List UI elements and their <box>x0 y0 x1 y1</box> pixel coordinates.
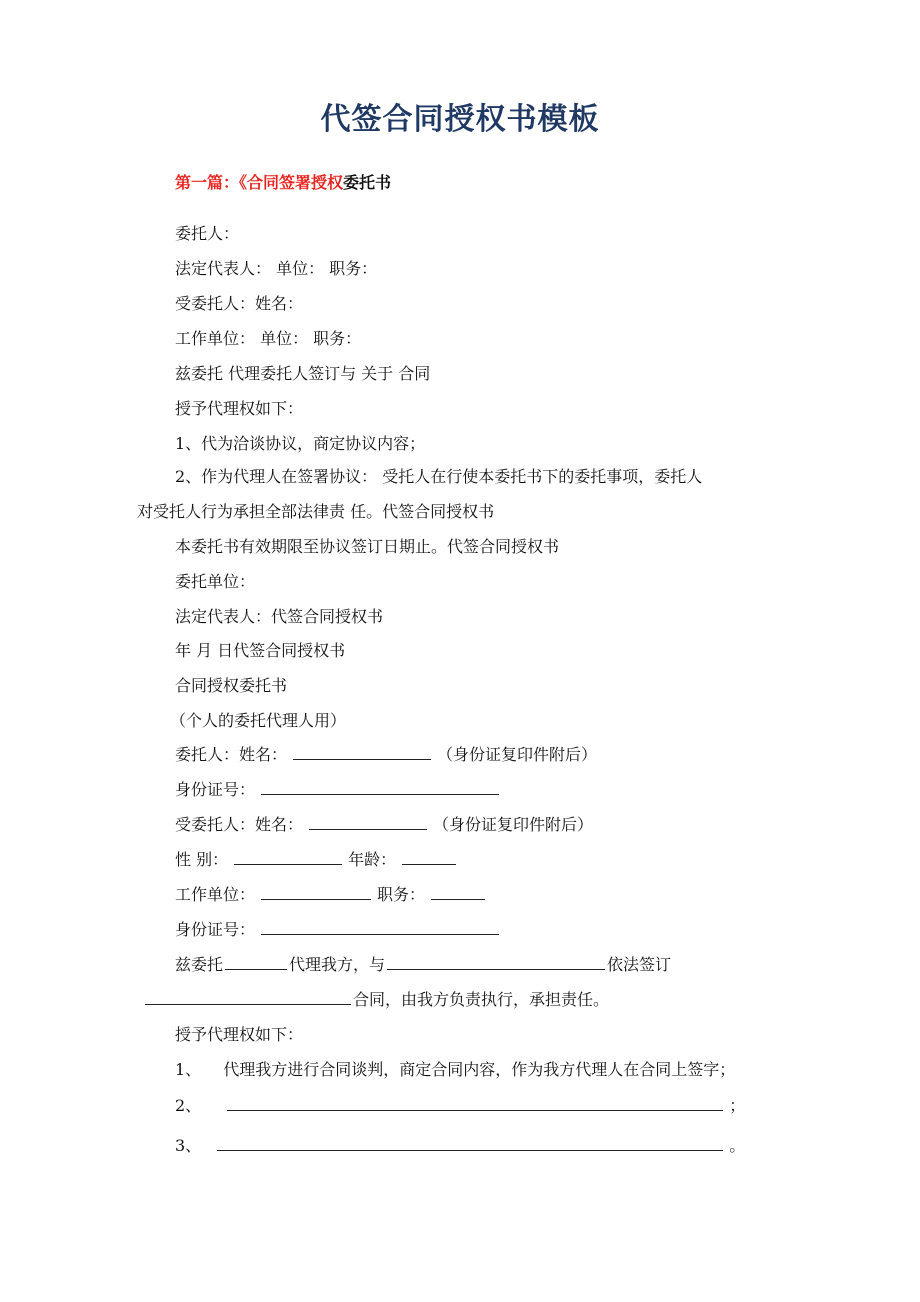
para-line: 委托单位： <box>175 572 256 591</box>
job-label: 职务： <box>377 885 426 904</box>
entrustor-name-blank[interactable] <box>293 745 431 760</box>
form-row-commission <box>175 955 671 975</box>
agent-name-label: 受委托人：姓名： <box>175 815 304 834</box>
para-line: 2、作为代理人在签署协议： 受托人在行使本委托书下的委托事项，委托人 <box>175 467 703 486</box>
document-title: 代签合同授权书模板 <box>320 102 600 137</box>
agent-name-blank[interactable] <box>309 815 427 830</box>
contract-text: 合同，由我方负责执行，承担责任。 <box>353 990 610 1009</box>
entrustor-name-label: 委托人：姓名： <box>175 745 288 764</box>
list-item-3 <box>175 1136 745 1156</box>
para-line: 委托人： <box>175 224 240 243</box>
commission-end: 依法签订 <box>607 955 672 974</box>
form-row-agent <box>175 815 593 835</box>
contract-name-blank[interactable] <box>145 990 351 1005</box>
section-prefix: 第一篇： <box>175 173 240 192</box>
entrustor-id-blank[interactable] <box>261 780 499 795</box>
sex-label: 性 别： <box>175 850 229 869</box>
commission-party-blank[interactable] <box>387 955 605 970</box>
section-title-black: 委托书 <box>343 173 392 192</box>
para-line: 法定代表人： 单位： 职务： <box>175 259 378 278</box>
para-line: 合同授权委托书 <box>175 676 288 695</box>
job-blank[interactable] <box>431 885 485 900</box>
form-row-agent-id <box>175 920 505 940</box>
form-row-sex-age <box>175 850 462 870</box>
unit-blank[interactable] <box>261 885 371 900</box>
form-row-unit-job <box>175 885 491 905</box>
grant-heading: 授予代理权如下： <box>175 1025 304 1044</box>
para-line: 年 月 日代签合同授权书 <box>175 641 346 660</box>
section-title-red: 《合同签署授权 <box>239 173 344 192</box>
item3-end: 。 <box>729 1136 746 1155</box>
commission-label: 兹委托 <box>175 955 224 974</box>
list-item-2 <box>175 1096 745 1116</box>
entrustor-id-note: （身份证复印件附后） <box>437 745 598 764</box>
form-row-entrustor <box>175 745 597 765</box>
para-line: 授予代理权如下： <box>175 399 304 418</box>
list-item-1 <box>175 1060 735 1080</box>
para-line: 兹委托 代理委托人签订与 关于 合同 <box>175 364 431 383</box>
para-line: （个人的委托代理人用） <box>170 711 347 730</box>
item1-number: 1、 <box>175 1060 202 1079</box>
agent-id-label: 身份证号： <box>175 920 256 939</box>
para-line: 法定代表人：代签合同授权书 <box>175 607 384 626</box>
age-blank[interactable] <box>402 850 456 865</box>
entrustor-id-label: 身份证号： <box>175 780 256 799</box>
para-line: 受委托人：姓名： <box>175 294 304 313</box>
item2-end: ； <box>729 1096 746 1115</box>
agent-id-note: （身份证复印件附后） <box>433 815 594 834</box>
sex-blank[interactable] <box>234 850 342 865</box>
section-heading <box>175 173 391 193</box>
age-label: 年龄： <box>348 850 397 869</box>
commission-mid: 代理我方，与 <box>289 955 386 974</box>
form-row-contract <box>145 990 609 1010</box>
para-line: 对受托人行为承担全部法律责 任。代签合同授权书 <box>137 502 495 521</box>
para-line: 本委托书有效期限至协议签订日期止。代签合同授权书 <box>175 537 560 556</box>
item2-number: 2、 <box>175 1096 202 1115</box>
para-line: 工作单位： 单位： 职务： <box>175 329 362 348</box>
para-line: 1、代为洽谈协议，商定协议内容； <box>175 434 426 453</box>
agent-id-blank[interactable] <box>261 920 499 935</box>
unit-label: 工作单位： <box>175 885 256 904</box>
item3-blank[interactable] <box>217 1136 723 1151</box>
item1-text: 代理我方进行合同谈判，商定合同内容，作为我方代理人在合同上签字； <box>223 1060 736 1079</box>
commission-agent-blank[interactable] <box>225 955 287 970</box>
item3-number: 3、 <box>175 1136 202 1155</box>
form-row-entrustor-id <box>175 780 505 800</box>
item2-blank[interactable] <box>227 1096 723 1111</box>
